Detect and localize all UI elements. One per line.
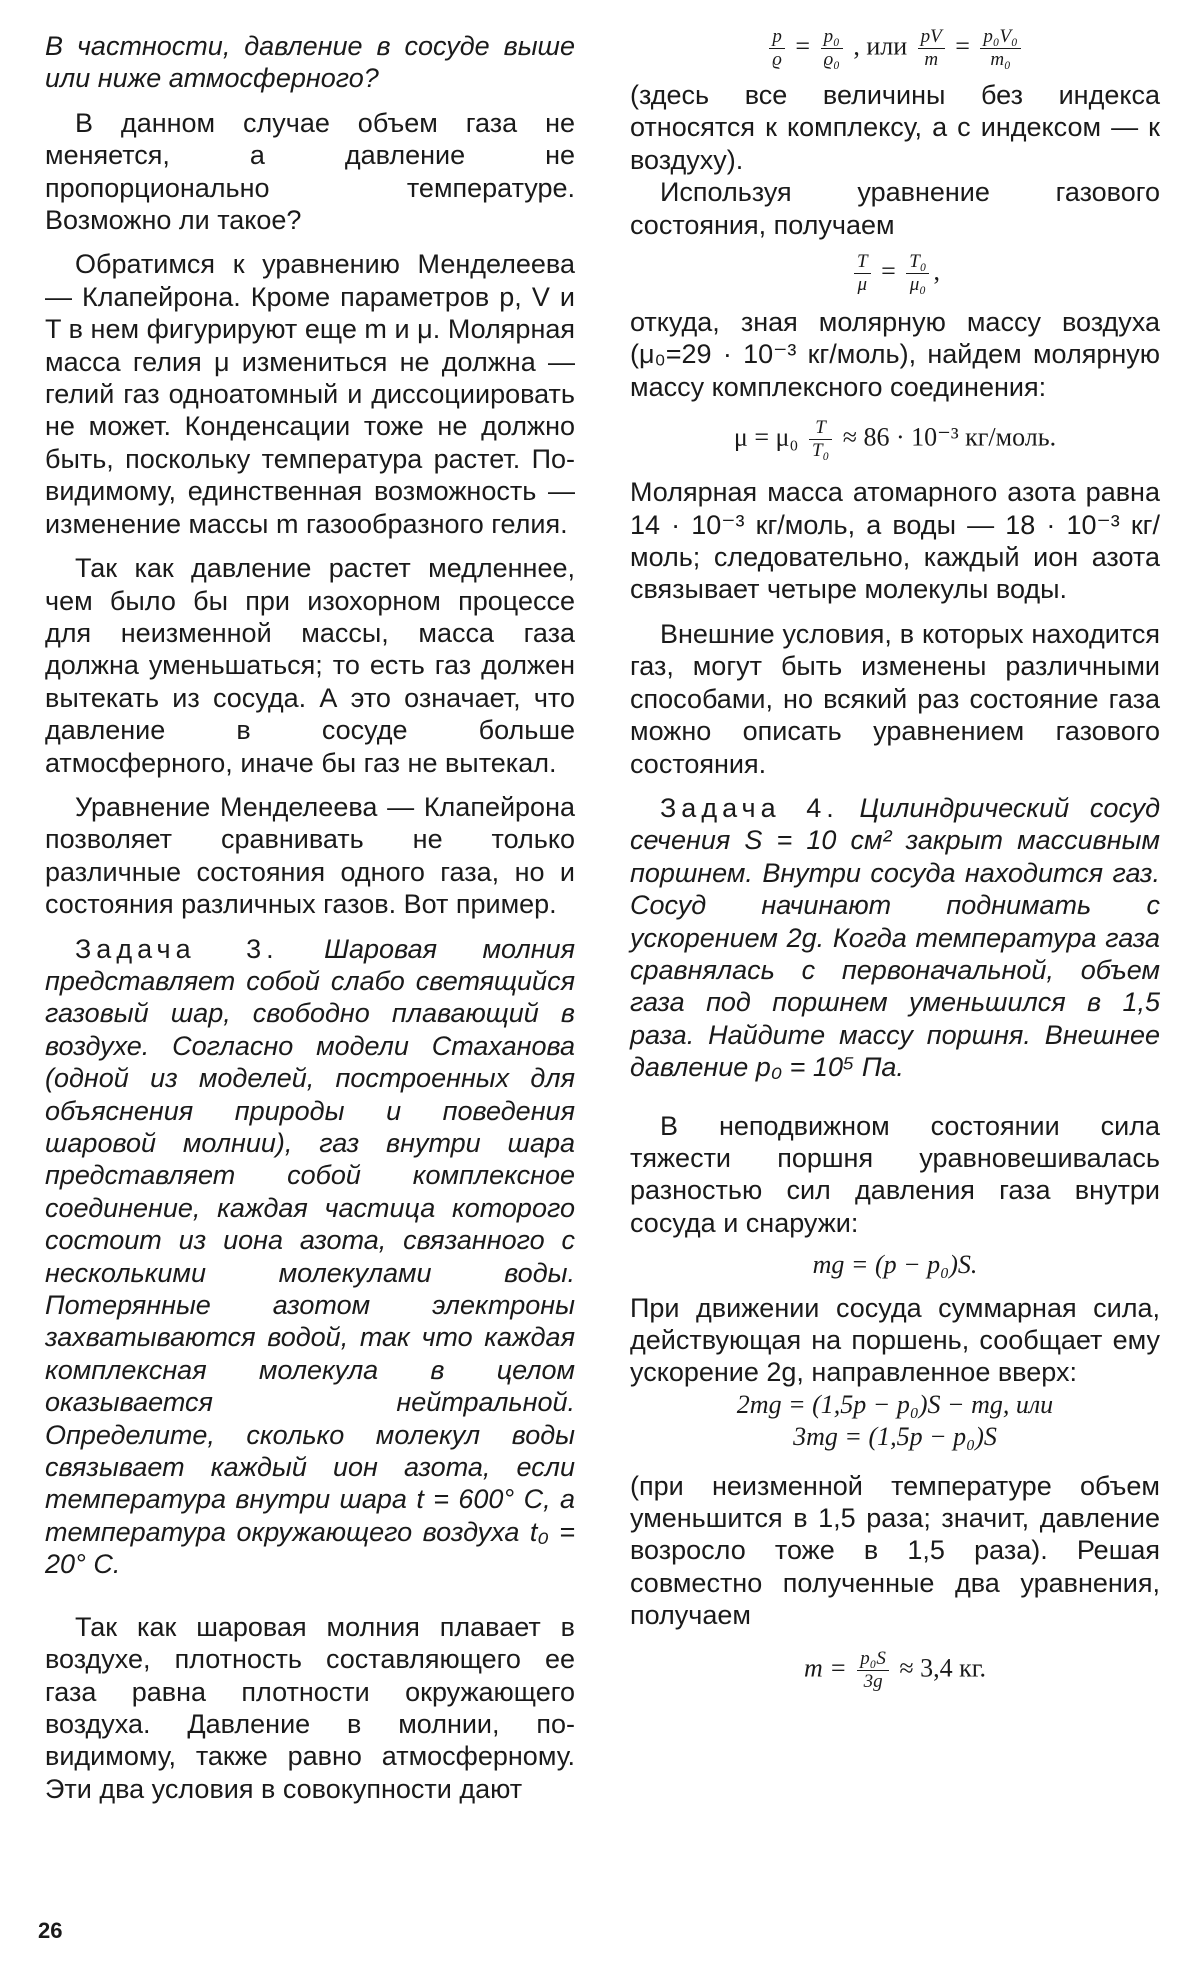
paragraph: Используя уравнение газового состояния, получаем bbox=[630, 177, 1160, 240]
right-column bbox=[630, 26, 1160, 1693]
paragraph: В неподвижном состоянии сила тяжести поршня уравновешивалась разностью сил давления газа внутри сосуда и снаружи: bbox=[630, 1110, 1160, 1238]
task-3-text: Шаровая молния представляет собой слабо светящийся газовый шар, свободно плавающий в воздухе. Согласно модели Стаханова (одной из моделей, построенных для объяснения природы и поведения шаровой молнии), газ внутри шара представляет собой комплексное соединение, каждая частица которого состоит из иона азота, связанного с несколькими молекулами воды. Потерянные азотом электроны захватываются водой, так что каждая комплексная молекула в целом оказывается нейтральной. Определите, сколько молекул воды связывает каждый ион азота, если температура внутри шара t = 600° C, а температура окружающего воздуха t₀ = 20° C. bbox=[45, 933, 575, 1580]
formula-density-ratio: $\frac{p}{ϱ}$ = $\frac{\text{p₀}}{\text{ϱ₀}}$ , или $\frac{pV}{m}$ = $\frac{\text{p₀V₀}}{\text{m₀}}$ bbox=[630, 26, 1160, 71]
paragraph: Так как давление растет медленнее, чем было бы при изохорном процессе для неизменной массы, масса газа должна уменьшаться; то есть газ должен вытекать из сосуда. А это означает, что давление в сосуде больше атмосферного, иначе бы газ не вытекал. bbox=[45, 553, 575, 778]
paragraph: Внешние условия, в которых находится газ, могут быть изменены различными способами, но всякий раз состояние газа можно описать уравнением газового состояния. bbox=[630, 618, 1160, 779]
frac-den: μ bbox=[857, 274, 868, 296]
frac-num: T bbox=[809, 417, 832, 440]
frac-den: ϱ₀ bbox=[823, 49, 840, 70]
paragraph: Обратимся к уравнению Менделеева — Клапейрона. Кроме параметров p, V и T в нем фигурируют еще m и μ. Молярная масса гелия μ измениться не должна — гелий газ одноатомный и диссоциировать не может. Конденсации тоже не должно быть, поскольку температура растет. По-видимому, единственная возможность — изменение массы m газообразного гелия. bbox=[45, 249, 575, 539]
page-number: 26 bbox=[38, 1918, 63, 1943]
formula-answer: m = $\frac{\text{p₀S}}{3g}$ ≈ 3,4 кг. bbox=[803, 1647, 987, 1692]
frac-num: p bbox=[769, 26, 785, 49]
frac-num: p₀ bbox=[821, 26, 843, 49]
task-3-label: Задача 3. bbox=[75, 933, 279, 964]
frac-den: ϱ bbox=[772, 49, 782, 70]
formula-or: , или bbox=[853, 31, 908, 61]
question-paragraph: В частности, давление в сосуде выше или ниже атмосферного? bbox=[45, 31, 575, 94]
formula-motion-simplified: 3mg = (1,5p − p₀)S bbox=[793, 1422, 997, 1452]
frac-den: 3g bbox=[863, 1670, 883, 1692]
paragraph: откуда, зная молярную массу воздуха (μ₀=29 · 10⁻³ кг/моль), найдем молярную массу комплексного соединения: bbox=[630, 307, 1160, 402]
formula-motion: 2mg = (1,5p − p₀)S − mg, или bbox=[736, 1389, 1054, 1419]
frac-den: μ₀ bbox=[909, 274, 926, 296]
frac-num: p₀S bbox=[857, 1648, 889, 1671]
task-4-label: Задача 4. bbox=[660, 792, 839, 823]
paragraph: (при неизменной температуре объем уменьшится в 1,5 раза; значит, давление возросло тоже в 1,5 раза). Решая совместно полученные два уравнения, получаем bbox=[630, 1470, 1160, 1631]
frac-den: T₀ bbox=[812, 440, 830, 462]
frac-num: pV bbox=[918, 26, 945, 49]
frac-num: T bbox=[854, 251, 871, 274]
left-column bbox=[45, 30, 575, 1805]
task-4 bbox=[630, 792, 1160, 1084]
paragraph: При движении сосуда суммарная сила, действующая на поршень, сообщает ему ускорение 2g, направленное вверх: bbox=[630, 1292, 1160, 1388]
paragraph: Молярная масса атомарного азота равна 14 · 10⁻³ кг/моль, а воды — 18 · 10⁻³ кг/моль; следовательно, каждый ион азота связывает четыре молекулы воды. bbox=[630, 477, 1160, 605]
paragraph: Так как шаровая молния плавает в воздухе, плотность составляющего ее газа равна плотности окружающего воздуха. Давление в молнии, по-видимому, также равно атмосферному. Эти два условия в совокупности дают bbox=[45, 1611, 575, 1804]
formula-temperature-ratio: $\frac{T}{\mu}$ = $\frac{\text{T₀}}{\text{μ₀}}$ , bbox=[630, 251, 1160, 296]
frac-num: p₀V₀ bbox=[980, 26, 1020, 49]
frac-num: T₀ bbox=[906, 251, 929, 274]
formula-molar-mass: μ = μ₀ $\frac{T}{\text{T₀}}$ ≈ 86 · 10⁻³ кг/моль. bbox=[733, 417, 1057, 462]
task-4-text: Цилиндрический сосуд сечения S = 10 см² закрыт массивным поршнем. Внутри сосуда находится газ. Сосуд начинают поднимать с ускорением 2g. Когда температура газа сравнялась с первоначальной, объем газа под поршнем уменьшился в 1,5 раза. Найдите массу поршня. Внешнее давление p₀ = 10⁵ Па. bbox=[630, 792, 1160, 1083]
frac-den: m₀ bbox=[990, 49, 1011, 70]
task-3 bbox=[45, 933, 575, 1581]
formula-equilibrium: mg = (p − p₀)S. bbox=[812, 1250, 978, 1280]
paragraph: Уравнение Менделеева — Клапейрона позволяет сравнивать не только различные состояния одного газа, но и состояния различных газов. Вот пример. bbox=[45, 791, 575, 920]
frac-den: m bbox=[924, 49, 939, 70]
paragraph: В данном случае объем газа не меняется, а давление не пропорционально температуре. Возможно ли такое? bbox=[45, 107, 575, 236]
paragraph: (здесь все величины без индекса относятся к комплексу, а с индексом — к воздуху). bbox=[630, 80, 1160, 175]
